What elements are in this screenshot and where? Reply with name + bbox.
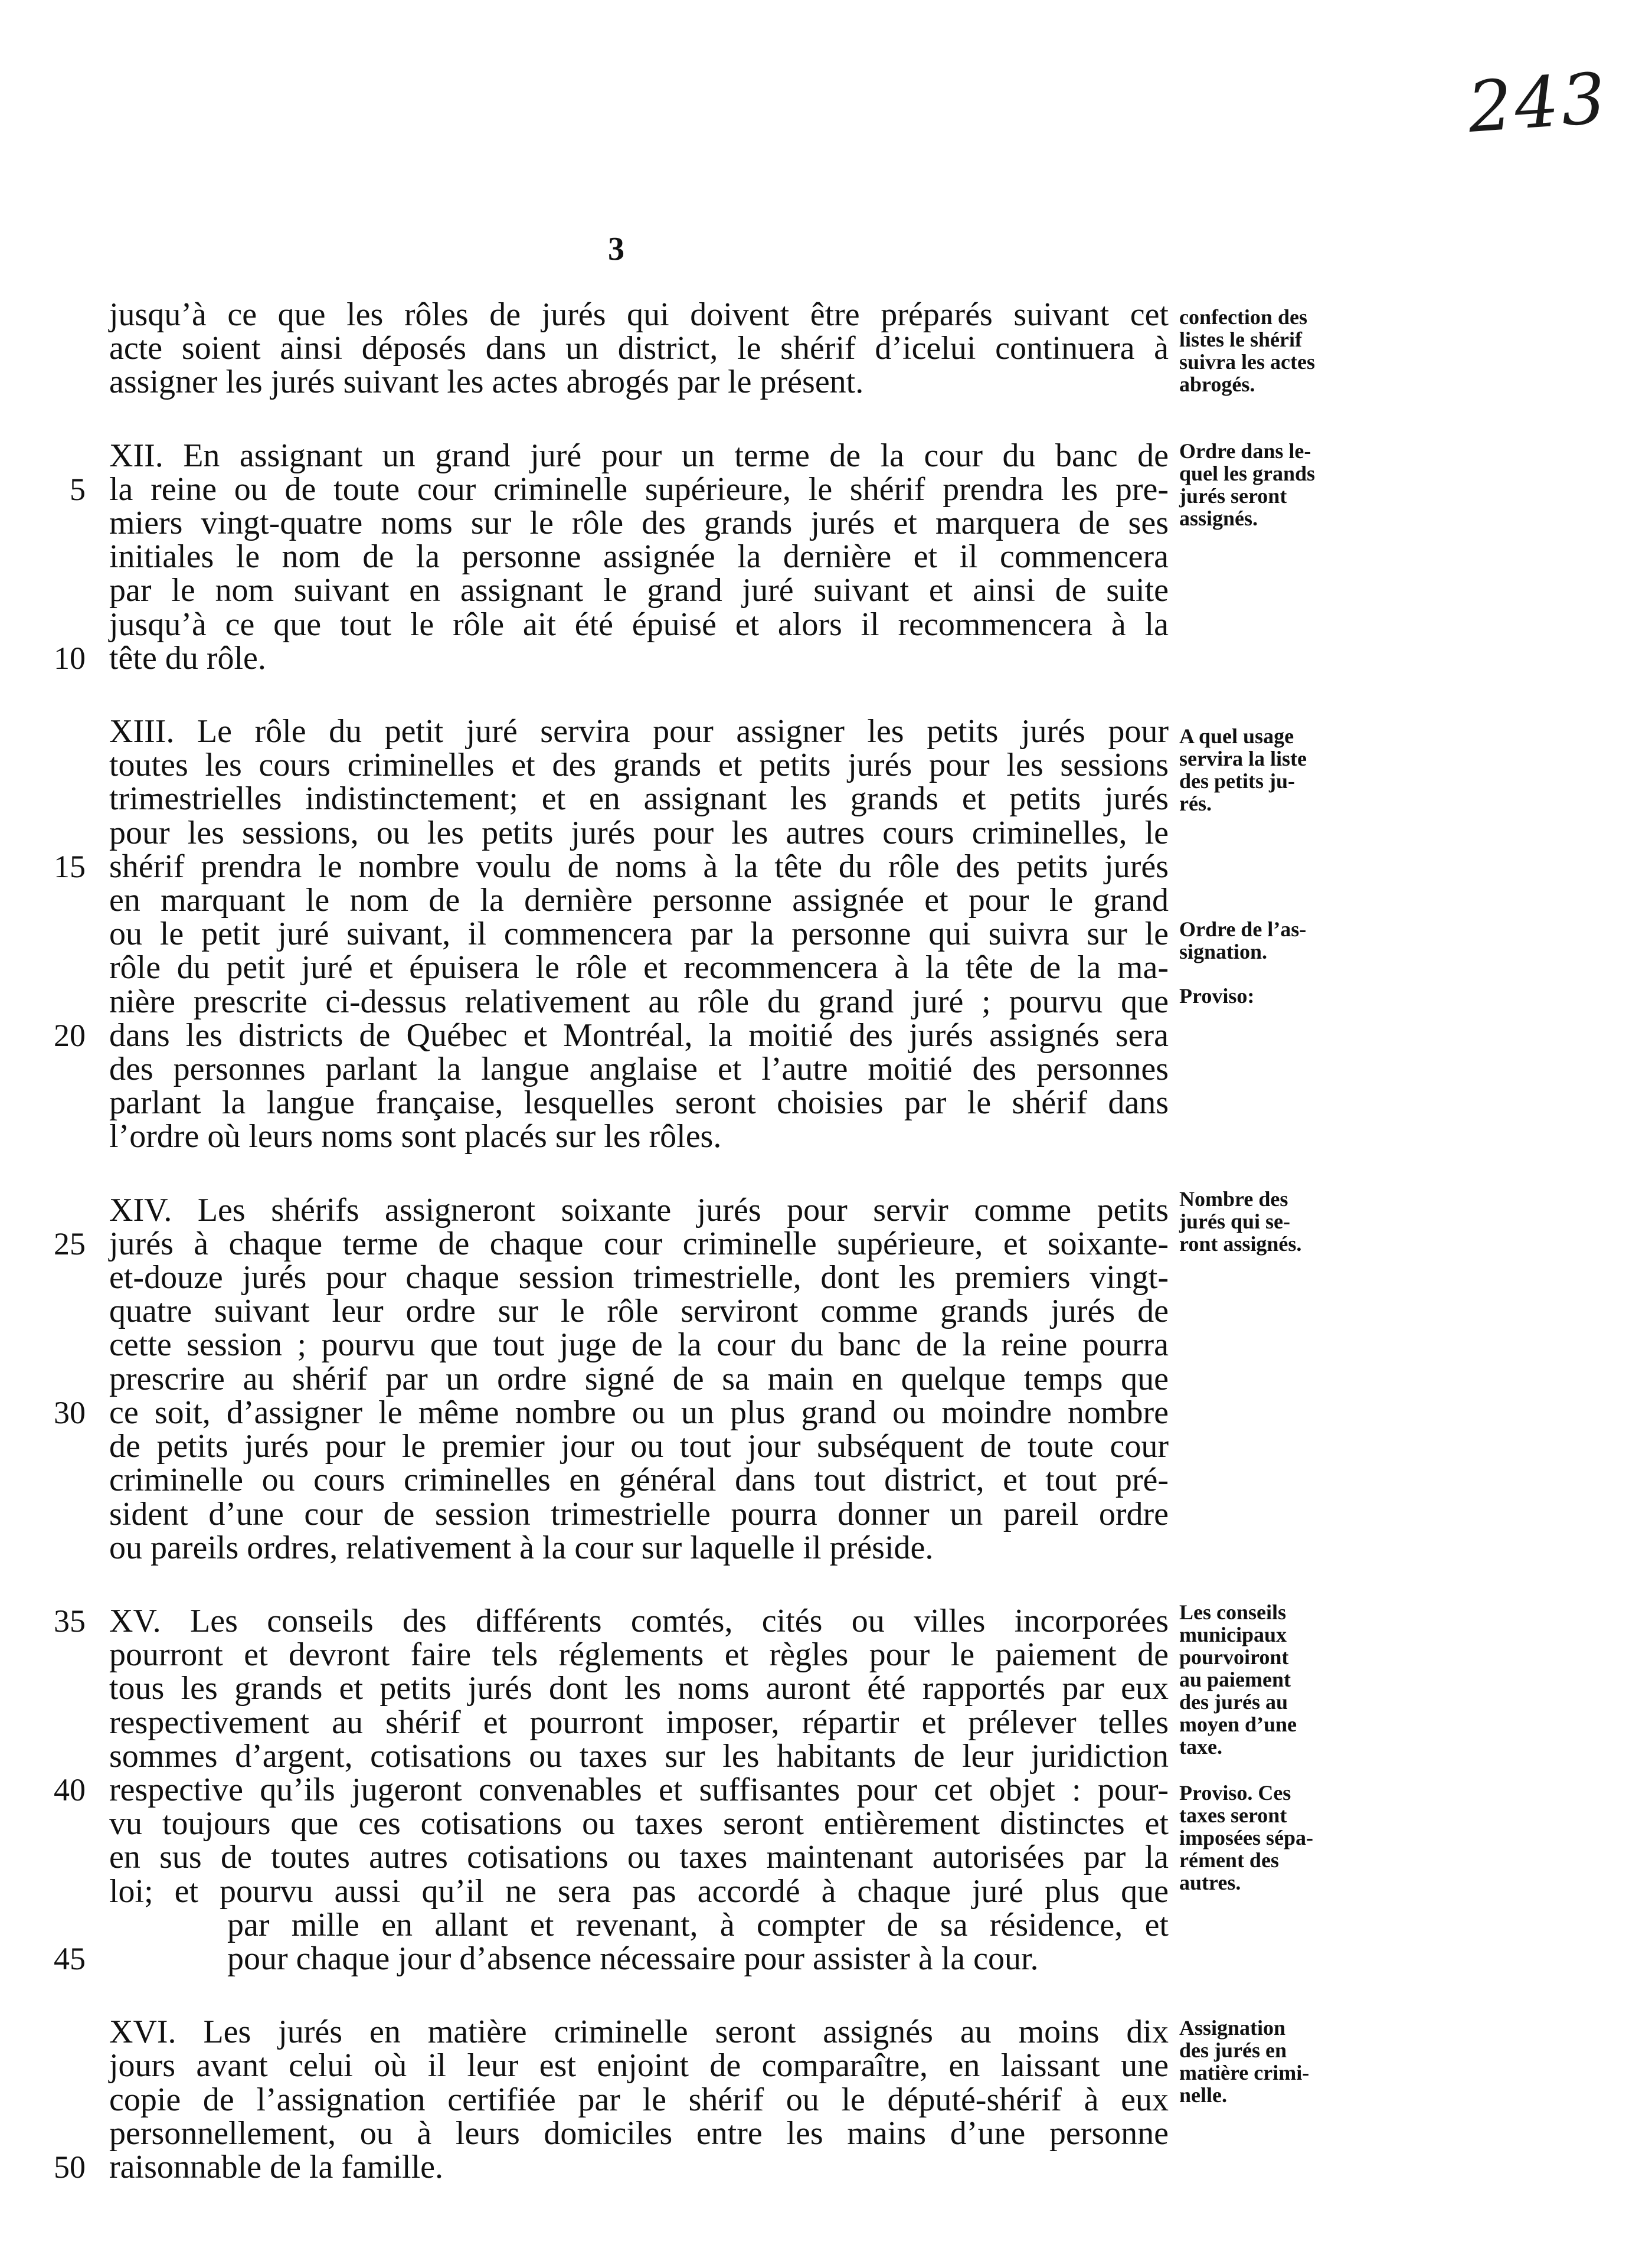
text-line [109,1807,1169,1841]
marginal-note-line: rément des [1179,1848,1279,1872]
line-number: 35 [54,1603,86,1639]
text-line [109,1295,1169,1328]
line-text: respectivement au shérif et pourront imposer, répartir et prélever telles [109,1704,1169,1741]
text-line [109,540,1169,574]
line-text: pourront et devront faire tels réglements et règles pour le paiement de [109,1636,1169,1674]
marginal-note-line: jurés seront [1179,484,1287,508]
line-text: XII. En assignant un grand juré pour un terme de la cour du banc de [109,437,1169,474]
line-text: ou le petit juré suivant, il commencera par la personne qui suivra sur le [109,916,1169,953]
line-number: 50 [54,2149,86,2185]
marginal-note-line: assignés. [1179,507,1258,530]
text-line [109,365,1169,399]
marginal-note-line: Proviso. Ces [1179,1781,1291,1805]
text-line [54,2148,1169,2185]
text-line [54,848,1169,885]
text-line [109,1841,1169,1874]
marginal-note [1179,1601,1374,1758]
line-text: initiales le nom de la personne assignée la dernière et il commencera [109,538,1169,576]
line-number: 20 [54,1017,86,1053]
line-number: 30 [54,1394,86,1430]
line-text: pour chaque jour d’absence nécessaire pour assister à la cour. [227,1940,1039,1977]
line-text: prescrire au shérif par un ordre signé de sa main en quelque temps que [109,1360,1169,1397]
line-text: XIII. Le rôle du petit juré servira pour assigner les petits jurés pour [109,713,1169,750]
line-text: respective qu’ils jugeront convenables et suffisantes pour cet objet : pour- [109,1771,1169,1808]
marginal-note [1179,725,1374,815]
line-text: sommes d’argent, cotisations ou taxes sur les habitants de leur juridiction [109,1737,1169,1775]
line-text: acte soient ainsi déposés dans un district, le shérif d’icelui continuera à [109,330,1169,367]
line-text: loi; et pourvu aussi qu’il ne sera pas accordé à chaque juré plus que [109,1873,1169,1910]
text-line [109,2015,1169,2049]
marginal-note-line: Nombre des [1179,1187,1288,1211]
text-line [109,2049,1169,2083]
line-text: vu toujours que ces cotisations ou taxes seront entièrement distinctes et [109,1805,1169,1842]
line-text: shérif prendra le nombre voulu de noms à la tête du rôle des petits jurés [109,848,1169,885]
marginal-note-line: rés. [1179,792,1212,815]
text-line [54,1394,1169,1431]
line-text: jusqu’à ce que tout le rôle ait été épuisé et alors il recommencera à la [109,606,1169,643]
marginal-note [1179,918,1374,963]
text-line [109,1053,1169,1086]
line-number: 45 [54,1940,86,1976]
text-line [109,816,1169,850]
line-number: 10 [54,640,86,676]
text-line [54,1602,1169,1639]
text-line [109,507,1169,540]
text-line [109,1120,1169,1153]
line-text: tous les grands et petits jurés dont les noms auront été rapportés par eux [109,1670,1169,1707]
text-line [54,1771,1169,1808]
marginal-note-line: abrogés. [1179,372,1255,396]
marginal-note-line: Ordre de l’as- [1179,917,1307,941]
line-text: personnellement, ou à leurs domiciles entre les mains d’une personne [109,2115,1169,2152]
line-text: la reine ou de toute cour criminelle supérieure, le shérif prendra les pre- [109,470,1169,508]
line-text: ou pareils ordres, relativement à la cour sur laquelle il préside. [109,1529,934,1566]
marginal-note-line: ront assignés. [1179,1232,1302,1256]
text-line [54,1225,1169,1262]
marginal-note [1179,306,1374,396]
line-text: ce soit, d’assigner le même nombre ou un plus grand ou moindre nombre [109,1394,1169,1431]
line-text: trimestrielles indistinctement; et en assignant les grands et petits jurés [109,780,1169,818]
text-line [109,1875,1169,1909]
text-line [109,1086,1169,1120]
paragraph-p12 [54,437,1169,677]
marginal-note-line: des jurés en [1179,2038,1287,2062]
line-number: 5 [70,471,86,507]
marginal-note-line: listes le shérif [1179,328,1302,351]
marginal-note-line: taxe. [1179,1735,1222,1759]
text-line [54,1940,1169,1977]
line-text: jusqu’à ce que les rôles de jurés qui doivent être préparés suivant cet [109,296,1169,333]
text-line [109,1906,1169,1943]
marginal-note-line: confection des [1179,305,1307,329]
marginal-note-line: au paiement [1179,1668,1291,1691]
line-text: copie de l’assignation certifiée par le shérif ou le député-shérif à eux [109,2081,1169,2118]
marginal-note-line: suivra les actes [1179,350,1315,374]
marginal-note-line: jurés qui se- [1179,1210,1290,1233]
line-text: en sus de toutes autres cotisations ou taxes maintenant autorisées par la [109,1839,1169,1876]
line-text: assigner les jurés suivant les actes abrogés par le présent. [109,364,864,401]
marginal-note [1179,1188,1374,1255]
text-line [109,1495,1169,1532]
line-text: l’ordre où leurs noms sont placés sur les rôles. [109,1118,722,1155]
text-line [109,1638,1169,1672]
marginal-note-line: pourvoiront [1179,1645,1289,1669]
marginal-note-line: taxes seront [1179,1803,1287,1827]
line-text: parlant la langue française, lesquelles seront choisies par le shérif dans [109,1084,1169,1122]
text-line [109,782,1169,816]
line-text: des personnes parlant la langue anglaise et l’autre moitié des personnes [109,1051,1169,1088]
text-line [109,608,1169,642]
text-line [109,1706,1169,1740]
main-text [54,296,1169,2224]
marginal-note-line: autres. [1179,1871,1241,1894]
line-text: XV. Les conseils des différents comtés, cités ou villes incorporées [109,1602,1169,1639]
marginal-note-line: servira la liste [1179,747,1307,770]
text-line [109,1737,1169,1775]
marginal-note-line: municipaux [1179,1623,1287,1646]
marginal-note-line: matière crimi- [1179,2061,1310,2084]
marginal-note-line: Les conseils [1179,1600,1287,1624]
line-text: dans les districts de Québec et Montréal, la moitié des jurés assignés sera [109,1017,1169,1054]
line-text: criminelle ou cours criminelles en général dans tout district, et tout pré- [109,1462,1169,1499]
marginal-note [1179,2017,1374,2106]
text-line [109,1261,1169,1295]
line-text: rôle du petit juré et épuisera le rôle et recommencera à la tête de la ma- [109,949,1169,986]
line-text: toutes les cours criminelles et des grands et petits jurés pour les sessions [109,747,1169,784]
marginal-note-line: imposées sépa- [1179,1826,1313,1849]
paragraph-p0 [109,298,1169,400]
marginal-note-line: Assignation [1179,2016,1286,2040]
text-line [109,574,1169,607]
paragraph-p13 [54,713,1169,1155]
marginal-note [1179,440,1374,530]
line-text: sident d’une cour de session trimestrielle pourra donner un pareil ordre [109,1495,1169,1532]
paragraph-p16 [54,2014,1169,2185]
line-text: XVI. Les jurés en matière criminelle seront assignés au moins dix [109,2014,1169,2051]
text-line [109,439,1169,473]
text-line [109,298,1169,332]
text-line [109,985,1169,1019]
marginal-note [1179,985,1374,1007]
line-text: cette session ; pourvu que tout juge de la cour du banc de la reine pourra [109,1326,1169,1364]
line-text: de petits jurés pour le premier jour ou tout jour subséquent de toute cour [109,1428,1169,1465]
text-line [109,332,1169,365]
text-line [109,1362,1169,1396]
text-line [109,2117,1169,2151]
line-text: XIV. Les shérifs assigneront soixante jurés pour servir comme petits [109,1191,1169,1228]
text-line [109,884,1169,917]
text-line [109,951,1169,985]
marginal-note [1179,1782,1374,1894]
line-text: nière prescrite ci-dessus relativement au rôle du grand juré ; pourvu que [109,983,1169,1020]
marginal-note-line: des petits ju- [1179,769,1295,793]
marginal-note-line: Ordre dans le- [1179,439,1311,463]
line-text: pour les sessions, ou les petits jurés pour les autres cours criminelles, le [109,814,1169,851]
text-line [109,2083,1169,2117]
line-text: et-douze jurés pour chaque session trimestrielle, dont les premiers vingt- [109,1259,1169,1296]
page-number: 3 [608,231,624,267]
folio-number: 243 [1465,57,1611,149]
line-text: jours avant celui où il leur est enjoint de comparaître, en laissant une [109,2047,1169,2084]
text-line [109,1430,1169,1463]
text-line [109,1328,1169,1362]
marginal-note-line: nelle. [1179,2083,1227,2107]
line-text: raisonnable de la famille. [109,2148,443,2185]
text-line [109,749,1169,782]
text-line [109,715,1169,749]
marginal-note-line: A quel usage [1179,724,1294,748]
text-line [109,1191,1169,1228]
line-text: par mille en allant et revenant, à compter de sa résidence, et [227,1906,1169,1943]
marginal-note-line: quel les grands [1179,462,1316,485]
text-line [109,1672,1169,1705]
paragraph-p15 [54,1602,1169,1977]
line-text: jurés à chaque terme de chaque cour criminelle supérieure, et soixante- [109,1225,1169,1262]
marginal-note-line: des jurés au [1179,1690,1288,1714]
line-text: par le nom suivant en assignant le grand juré suivant et ainsi de suite [109,572,1169,609]
line-text: quatre suivant leur ordre sur le rôle serviront comme grands jurés de [109,1293,1169,1330]
line-text: en marquant le nom de la dernière personne assignée et pour le grand [109,882,1169,919]
text-line [109,1463,1169,1497]
text-line [54,1017,1169,1054]
text-line [70,470,1169,508]
text-line [109,917,1169,951]
marginal-note-line: moyen d’une [1179,1713,1297,1736]
line-text: tête du rôle. [109,639,266,677]
line-number: 25 [54,1226,86,1262]
line-text: miers vingt-quatre noms sur le rôle des grands jurés et marquera de ses [109,505,1169,542]
text-line [54,639,1169,677]
marginal-note-line: signation. [1179,940,1268,963]
marginal-note-line: Proviso: [1179,984,1255,1008]
line-number: 40 [54,1772,86,1808]
paragraph-p14 [54,1191,1169,1566]
line-number: 15 [54,848,86,884]
text-line [109,1531,1169,1565]
